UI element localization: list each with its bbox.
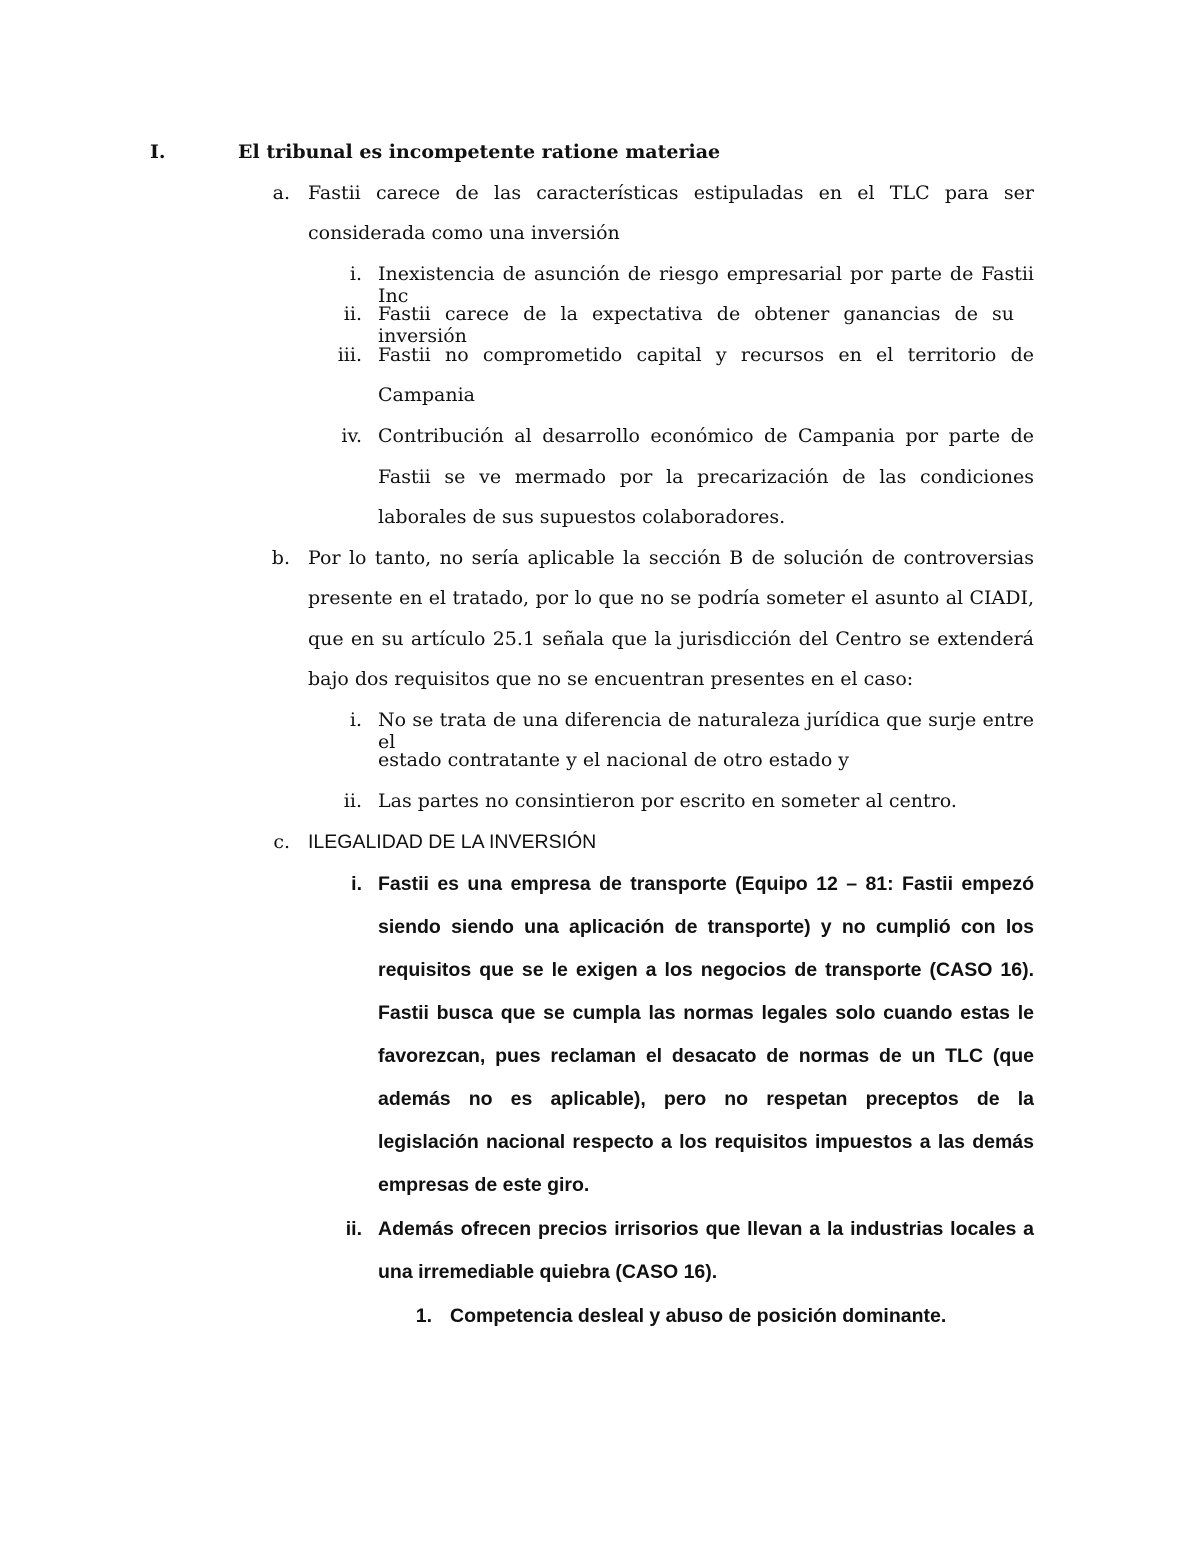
paragraph-line: empresas de este giro. [378, 1174, 590, 1196]
paragraph-line: considerada como una inversión [308, 222, 620, 244]
paragraph-line: Fastii se ve mermado por la precarización de las condiciones [378, 466, 1034, 488]
paragraph-line: bajo dos requisitos que no se encuentran presentes en el caso: [308, 668, 914, 690]
paragraph-line: Campania [378, 384, 476, 406]
list-marker: ii. [343, 790, 362, 812]
paragraph-line: Fastii es una empresa de transporte (Equipo 12 – 81: Fastii empezó [378, 873, 1034, 895]
list-marker: a. [272, 182, 290, 204]
paragraph-line: legislación nacional respecto a los requisitos impuestos a las demás [378, 1131, 1034, 1153]
paragraph-line: que en su artículo 25.1 señala que la jurisdicción del Centro se extenderá [308, 628, 1034, 650]
paragraph-line: Competencia desleal y abuso de posición dominante. [450, 1305, 947, 1327]
paragraph-line: Fastii no comprometido capital y recursos en el territorio de [378, 344, 1034, 366]
paragraph-line: Fastii busca que se cumpla las normas legales solo cuando estas le [378, 1002, 1034, 1024]
paragraph-line: presente en el tratado, por lo que no se podría someter el asunto al CIADI, [308, 587, 1034, 609]
paragraph-line: Por lo tanto, no sería aplicable la sección B de solución de controversias [308, 547, 1034, 569]
list-marker: 1. [415, 1305, 432, 1327]
paragraph-line: Además ofrecen precios irrisorios que llevan a la industrias locales a [378, 1218, 1034, 1240]
paragraph-line: una irremediable quiebra (CASO 16). [378, 1261, 718, 1283]
list-marker: ii. [343, 303, 362, 325]
paragraph-line: No se trata de una diferencia de naturaleza jurídica que surje entre el [378, 709, 1034, 753]
paragraph-line: Inexistencia de asunción de riesgo empresarial por parte de Fastii Inc [378, 263, 1034, 307]
list-marker: i. [349, 709, 362, 731]
subsection-title: ILEGALIDAD DE LA INVERSIÓN [308, 831, 597, 853]
paragraph-line: Fastii carece de las características estipuladas en el TLC para ser [308, 182, 1034, 204]
list-marker: b. [271, 547, 290, 569]
paragraph-line: estado contratante y el nacional de otro estado y [378, 749, 850, 771]
section-title: El tribunal es incompetente ratione materiae [238, 141, 721, 163]
paragraph-line: Fastii carece de la expectativa de obtener ganancias de su inversión [378, 303, 1014, 347]
paragraph-line: Contribución al desarrollo económico de Campania por parte de [378, 425, 1034, 447]
section-marker: I. [150, 141, 166, 163]
paragraph-line: Las partes no consintieron por escrito en someter al centro. [378, 790, 957, 812]
list-marker: iii. [337, 344, 362, 366]
list-marker: iv. [341, 425, 362, 447]
list-marker: i. [351, 873, 362, 895]
list-marker: i. [349, 263, 362, 285]
paragraph-line: favorezcan, pues reclaman el desacato de normas de un TLC (que [378, 1045, 1034, 1067]
list-marker: ii. [345, 1218, 362, 1240]
paragraph-line: laborales de sus supuestos colaboradores. [378, 506, 786, 528]
paragraph-line: requisitos que se le exigen a los negocios de transporte (CASO 16). [378, 959, 1034, 981]
paragraph-line: además no es aplicable), pero no respetan preceptos de la [378, 1088, 1034, 1110]
list-marker: c. [273, 831, 290, 853]
paragraph-line: siendo siendo una aplicación de transporte) y no cumplió con los [378, 916, 1034, 938]
